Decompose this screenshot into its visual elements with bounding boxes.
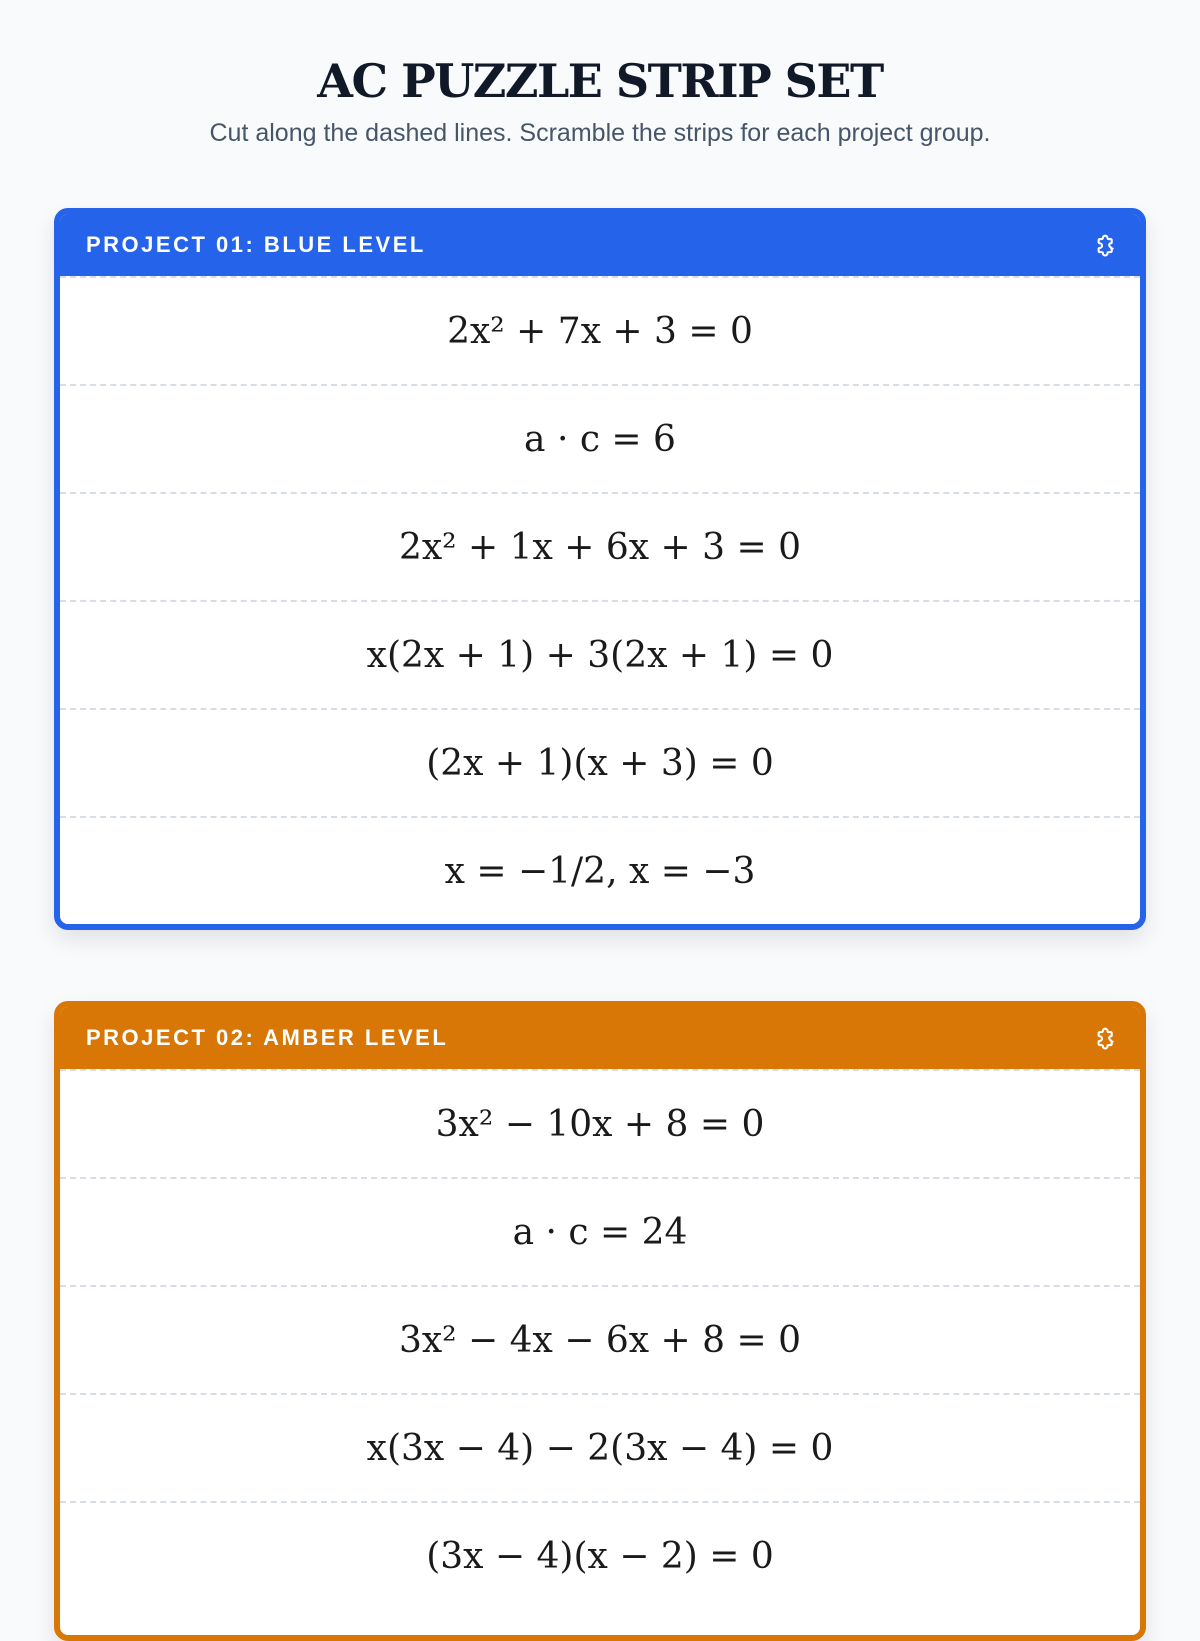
project-card-header	[60, 1007, 1140, 1069]
project-title: PROJECT 01: BLUE LEVEL	[86, 232, 426, 257]
equation-strip: (3x − 4)(x − 2) = 0	[60, 1501, 1140, 1609]
equation-strip: x(2x + 1) + 3(2x + 1) = 0	[60, 600, 1140, 708]
page-subtitle: Cut along the dashed lines. Scramble the strips for each project group.	[209, 118, 991, 147]
equation-strip: (2x + 1)(x + 3) = 0	[60, 708, 1140, 816]
page-header	[0, 0, 1200, 148]
project-card-blue	[54, 208, 1146, 930]
puzzle-icon	[1090, 231, 1118, 259]
page-title: AC PUZZLE STRIP SET	[317, 54, 883, 108]
project-card-header	[60, 214, 1140, 276]
equation-strip: 3x² − 10x + 8 = 0	[60, 1069, 1140, 1177]
project-title: PROJECT 02: AMBER LEVEL	[86, 1025, 449, 1050]
puzzle-icon	[1090, 1024, 1118, 1052]
equation-strip: x(3x − 4) − 2(3x − 4) = 0	[60, 1393, 1140, 1501]
equation-strip: 2x² + 7x + 3 = 0	[60, 276, 1140, 384]
equation-strip: a · c = 24	[60, 1177, 1140, 1285]
equation-strip: 2x² + 1x + 6x + 3 = 0	[60, 492, 1140, 600]
project-card-amber	[54, 1001, 1146, 1641]
equation-strip: a · c = 6	[60, 384, 1140, 492]
equation-strip: 3x² − 4x − 6x + 8 = 0	[60, 1285, 1140, 1393]
equation-strip: x = −1/2, x = −3	[60, 816, 1140, 924]
